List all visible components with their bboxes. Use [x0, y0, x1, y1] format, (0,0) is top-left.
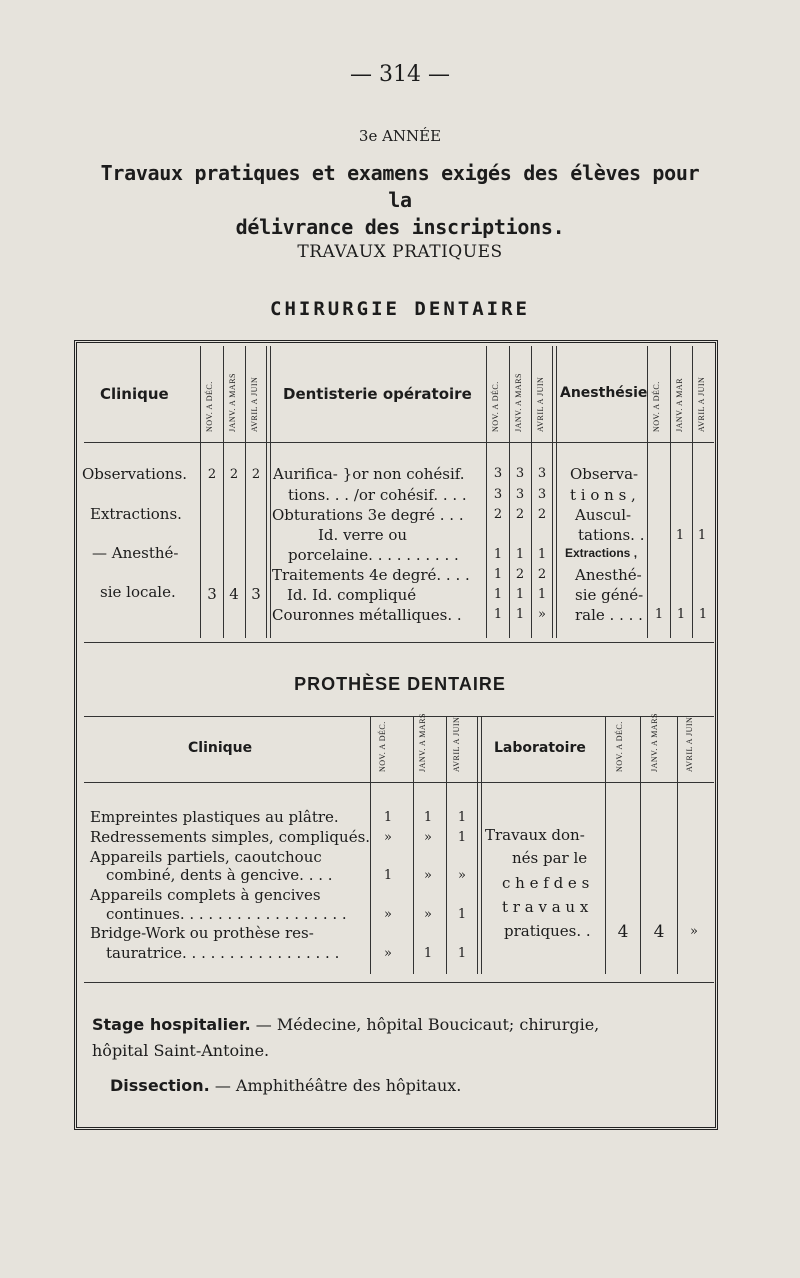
dentisterie-value: 3 [493, 466, 503, 481]
clinique-value: 2 [251, 467, 261, 482]
prothese-value: 1 [383, 868, 393, 883]
period-header: NOV. A DÉC. [491, 381, 500, 432]
dentisterie-value: 1 [537, 547, 547, 562]
col-divider [446, 716, 447, 974]
dentisterie-value: 2 [537, 507, 547, 522]
section-rule [84, 716, 714, 717]
col-divider [677, 716, 678, 974]
header-laboratoire: Laboratoire [494, 740, 586, 756]
stage-note [92, 1012, 704, 1064]
dentisterie-value: » [538, 607, 546, 622]
dentisterie-value: 3 [515, 487, 525, 502]
stage-text: — Médecine, hôpital Boucicaut; chirurgie, [250, 1015, 600, 1034]
anesthesie-line: t i o n s , [570, 486, 636, 504]
prothese-value: » [384, 907, 392, 922]
dentisterie-label: Traitements 4e degré. . . . [272, 566, 470, 584]
dentisterie-value: 1 [493, 567, 503, 582]
prothese-clinique-line: Appareils partiels, caoutchouc [90, 848, 322, 866]
prothese-value: 1 [383, 810, 393, 825]
header-rule [84, 782, 714, 783]
prothese-clinique-line: Bridge-Work ou prothèse res- [90, 924, 314, 942]
anesthesie-line: Extractions , [565, 546, 638, 560]
stage-text-2: hôpital Saint-Antoine. [92, 1041, 270, 1060]
period-header: AVRIL A JUIN [250, 376, 259, 432]
header-clinique-prothese: Clinique [188, 740, 253, 756]
main-title-line-1: Travaux pratiques et examens exigés des élèves pour la [100, 161, 700, 212]
prothese-clinique-line: tauratrice. . . . . . . . . . . . . . . . . [106, 944, 340, 962]
header-clinique: Clinique [100, 385, 169, 403]
clinique-value: 3 [207, 585, 217, 603]
anesthesie-line: tations. . [578, 526, 645, 544]
col-divider [370, 716, 371, 974]
year-label: 3e ANNÉE [358, 127, 442, 145]
prothese-value: » [384, 946, 392, 961]
period-header: NOV. A DÉC. [652, 381, 661, 432]
clinique-value: 2 [207, 467, 217, 482]
dentisterie-value: 2 [493, 507, 503, 522]
laboratoire-value: 4 [617, 922, 629, 942]
prothese-value: » [384, 830, 392, 845]
prothese-value: 1 [457, 946, 467, 961]
col-divider [640, 716, 641, 974]
section-rule [84, 642, 714, 643]
dentisterie-value: 1 [537, 587, 547, 602]
dentisterie-value: 2 [537, 567, 547, 582]
anesthesie-value: 1 [654, 607, 664, 622]
laboratoire-line: pratiques. . [504, 922, 591, 940]
clinique-value: 2 [229, 467, 239, 482]
col-divider [552, 346, 557, 638]
col-divider [692, 346, 693, 638]
section-title-chirurgie: CHIRURGIE DENTAIRE [270, 298, 530, 320]
col-divider [200, 346, 201, 638]
dentisterie-value: 3 [537, 466, 547, 481]
dentisterie-value: 1 [493, 547, 503, 562]
dentisterie-value: 1 [515, 587, 525, 602]
laboratoire-line: Travaux don- [485, 826, 585, 844]
stage-label: Stage hospitalier. [92, 1015, 251, 1034]
clinique-label: — Anesthé- [92, 544, 179, 562]
prothese-value: 1 [457, 810, 467, 825]
period-header: NOV. A DÉC. [205, 381, 214, 432]
anesthesie-value: 1 [698, 607, 708, 622]
clinique-value: 4 [229, 585, 239, 603]
prothese-value: » [424, 907, 432, 922]
dissection-label: Dissection. [110, 1076, 210, 1095]
anesthesie-line: rale . . . . [575, 606, 643, 624]
section-rule [84, 982, 714, 983]
dentisterie-label: Id. verre ou [318, 526, 408, 544]
col-divider [266, 346, 271, 638]
laboratoire-line: t r a v a u x [502, 898, 589, 916]
dentisterie-value: 2 [515, 507, 525, 522]
col-divider [413, 716, 414, 974]
anesthesie-value: 1 [697, 528, 707, 543]
clinique-value: 3 [251, 585, 261, 603]
anesthesie-line: Observa- [570, 465, 639, 483]
laboratoire-line: nés par le [512, 849, 588, 867]
period-header: JANV. A MARS [514, 373, 523, 432]
dentisterie-value: 1 [493, 587, 503, 602]
clinique-label: Observations. [82, 465, 188, 483]
prothese-value: » [424, 868, 432, 883]
anesthesie-line: Anesthé- [575, 566, 642, 584]
dentisterie-value: 3 [515, 466, 525, 481]
prothese-clinique-line: Empreintes plastiques au plâtre. [90, 808, 339, 826]
dentisterie-label: Id. Id. compliqué [287, 586, 417, 604]
period-header: JANV. A MAR [675, 377, 684, 432]
prothese-clinique-line: combiné, dents à gencive. . . . [106, 866, 333, 884]
period-header: JANV. A MARS [650, 713, 659, 772]
period-header: JANV. A MARS [228, 373, 237, 432]
main-title [90, 160, 710, 241]
page-number: — 314 — [350, 62, 450, 87]
prothese-clinique-line: Appareils complets à gencives [90, 886, 321, 904]
dentisterie-label: Obturations 3e degré . . . [272, 506, 464, 524]
dissection-note [110, 1073, 700, 1099]
laboratoire-value: 4 [653, 922, 665, 942]
clinique-label: sie locale. [100, 583, 176, 601]
anesthesie-value: 1 [675, 528, 685, 543]
section-title-prothese: PROTHÈSE DENTAIRE [294, 674, 506, 694]
anesthesie-line: sie géné- [575, 586, 644, 604]
prothese-value: 1 [457, 830, 467, 845]
dentisterie-label: tions. . . /or cohésif. . . . [288, 486, 467, 504]
dissection-text: — Amphithéâtre des hôpitaux. [209, 1076, 462, 1095]
anesthesie-line: Auscul- [575, 506, 632, 524]
dentisterie-value: 1 [515, 607, 525, 622]
dentisterie-label: Aurifica- }or non cohésif. [273, 465, 465, 483]
col-divider [477, 716, 482, 974]
col-divider [605, 716, 606, 974]
prothese-value: 1 [423, 810, 433, 825]
prothese-clinique-line: continues. . . . . . . . . . . . . . . . . . [106, 905, 347, 923]
period-header: AVRIL A JUIN [452, 716, 461, 772]
period-header: JANV. A MARS [418, 713, 427, 772]
dentisterie-value: 1 [493, 607, 503, 622]
clinique-label: Extractions. [90, 505, 182, 523]
period-header: AVRIL A JUIN [697, 376, 706, 432]
col-divider [486, 346, 487, 638]
dentisterie-value: 3 [493, 487, 503, 502]
col-divider [670, 346, 671, 638]
period-header: AVRIL A JUIN [685, 716, 694, 772]
laboratoire-value: » [690, 924, 698, 939]
period-header: AVRIL A JUIN [536, 376, 545, 432]
main-title-line-2: délivrance des inscriptions. [235, 215, 565, 239]
dentisterie-label: porcelaine. . . . . . . . . . [288, 546, 459, 564]
dentisterie-value: 3 [537, 487, 547, 502]
prothese-value: 1 [423, 946, 433, 961]
laboratoire-line: c h e f d e s [502, 874, 590, 892]
prothese-value: 1 [457, 907, 467, 922]
period-header: NOV. A DÉC. [378, 721, 387, 772]
header-anesthesie: Anesthésie [560, 385, 648, 401]
header-dentisterie: Dentisterie opératoire [283, 385, 472, 403]
prothese-clinique-line: Redressements simples, compliqués. [90, 828, 371, 846]
header-rule [84, 442, 714, 443]
anesthesie-value: 1 [676, 607, 686, 622]
dentisterie-value: 1 [515, 547, 525, 562]
prothese-value: » [458, 868, 466, 883]
dentisterie-value: 2 [515, 567, 525, 582]
subtitle: TRAVAUX PRATIQUES [297, 242, 503, 262]
dentisterie-label: Couronnes métalliques. . [272, 606, 462, 624]
period-header: NOV. A DÉC. [615, 721, 624, 772]
prothese-value: » [424, 830, 432, 845]
